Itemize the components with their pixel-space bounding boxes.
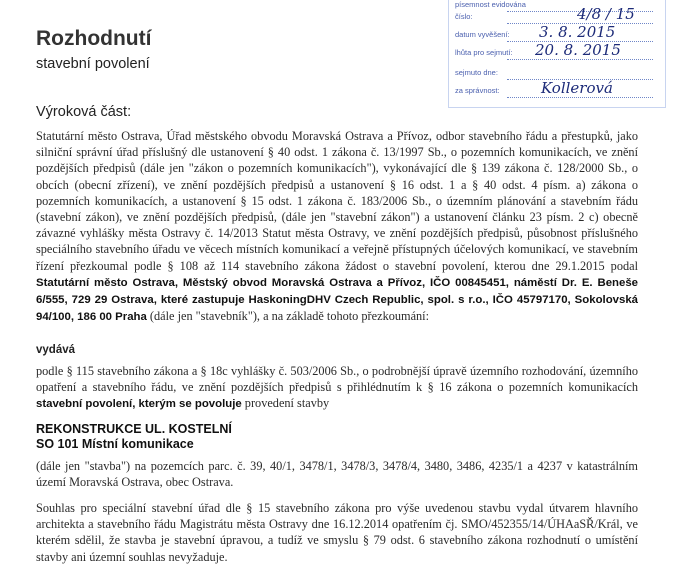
- paragraph-text: provedení stavby: [241, 396, 330, 411]
- stamp-handwritten-value: 3. 8. 2015: [539, 23, 616, 41]
- stamp-handwritten-value: 4/8 / 15: [577, 5, 635, 23]
- stamp-label: sejmuto dne:: [455, 68, 498, 77]
- stamp-label: číslo:: [455, 12, 473, 21]
- paragraph-text: Statutární město Ostrava, Úřad městského obvodu Moravská Ostrava a Přívoz, odbor stavebního řádu a přestupků, jako silniční správní úřad příslušný dle ustanovení § 40 odst. 1 zákona č. 13/1997 Sb., o pozemních komunikacích, ve znění pozdějších předpisů (dále jen "zákon o pozemních komunikacích"), vykonávající dle § 139 zákona č. 128/2000 Sb., o obcích (obecní zřízení), ve znění pozdějších předpisů a ustanovení § 16 odst. 1 a § 40 odst. 4 písm. a) zákona o pozemních komunikacích, a ustanovení § 15 odst. 1 zákona č. 183/2006 Sb., o územním plánování a stavebním řádu (stavební zákon), ve znění pozdějších předpisů, (dále jen "stavební zákon") a ustanovení článku 23 písm. 2 c) obecně závazné vyhlášky města Ostravy č. 14/2013 Statut města Ostravy, ve znění pozdějších předpisů, působnost příslušného speciálního stavebního úřadu ve věcech místních komunikací a veřejně přístupných účelových komunikací, ve stavebním řízení přezkoumal podle § 108 až 114 stavebního zákona žádost o stavební povolení, kterou dne 29.1.2015 podal: [36, 129, 638, 273]
- construction-object: SO 101 Místní komunikace: [36, 437, 194, 451]
- paragraph-applicant: [36, 128, 638, 325]
- stamp-row-removed-date: [449, 65, 665, 80]
- document-subtitle: stavební povolení: [36, 56, 150, 72]
- paragraph-parcels: (dále jen "stavba") na pozemcích parc. č. 39, 40/1, 3478/1, 3478/3, 3478/4, 3480, 3486, 4235/1 a 4237 v katastrálním území Moravská Ostrava, obec Ostrava.: [36, 459, 638, 490]
- document-title: Rozhodnutí: [36, 27, 152, 50]
- posting-stamp: [448, 0, 666, 108]
- paragraph-text: (dále jen "stavebník"), a na základě tohoto přezkoumání:: [146, 309, 430, 324]
- stamp-label: za správnost:: [455, 86, 500, 95]
- applicant-name: Statutární město Ostrava, Městský obvod Moravská Ostrava a Přívoz, IČO 00845451, náměstí Dr. E. Beneše 6/555, 729 29 Ostrava, které zastupuje HaskoningDHV Czech Republic, spol. s r.o., IČO 45797170, Sokolovská 94/100, 186 00 Praha: [36, 276, 638, 324]
- header-fragment: [38, 0, 158, 3]
- stamp-label: datum vyvěšení:: [455, 30, 510, 39]
- construction-name: REKONSTRUKCE UL. KOSTELNÍ: [36, 422, 232, 436]
- section-heading: Výroková část:: [36, 104, 132, 120]
- stamp-row-removal-deadline: [449, 41, 665, 60]
- paragraph-text: podle § 115 stavebního zákona a § 18c vyhlášky č. 503/2006 Sb., o podrobnější úpravě územního rozhodování, územního opatření a stavebního řádu, ve znění pozdějších předpisů s přihlédnutím k § 16 zákona o pozemních komunikacích: [36, 364, 638, 395]
- vydava-heading: vydává: [36, 344, 76, 356]
- stamp-label: lhůta pro sejmutí:: [455, 48, 513, 57]
- paragraph-consent: Souhlas pro speciální stavební úřad dle § 15 stavebního zákona pro výše uvedenou stavbu vydal útvarem hlavního architekta a stavebního řádu Magistrátu města Ostravy dne 16.12.2014 opatřením čj. SMO/452355/14/ÚHAaSŘ/Král, ve kterém sdělil, že stavba je stavební úpravou, a tudíž ve smyslu § 79 odst. 6 stavebního zákona rozhodnutí o umístění stavby ani územní souhlas nevyžaduje.: [36, 501, 638, 564]
- stamp-row-number: [449, 5, 665, 24]
- stamp-row-posted-date: [449, 23, 665, 42]
- permit-phrase: stavební povolení, kterým se povoluje: [36, 398, 242, 411]
- construction-title: [36, 422, 232, 452]
- stamp-label: písemnost evidována: [455, 0, 526, 9]
- paragraph-permit: [36, 363, 638, 413]
- stamp-handwritten-value: 20. 8. 2015: [535, 41, 621, 59]
- stamp-row-verified: [449, 79, 665, 98]
- stamp-signature: Kollerová: [541, 79, 613, 97]
